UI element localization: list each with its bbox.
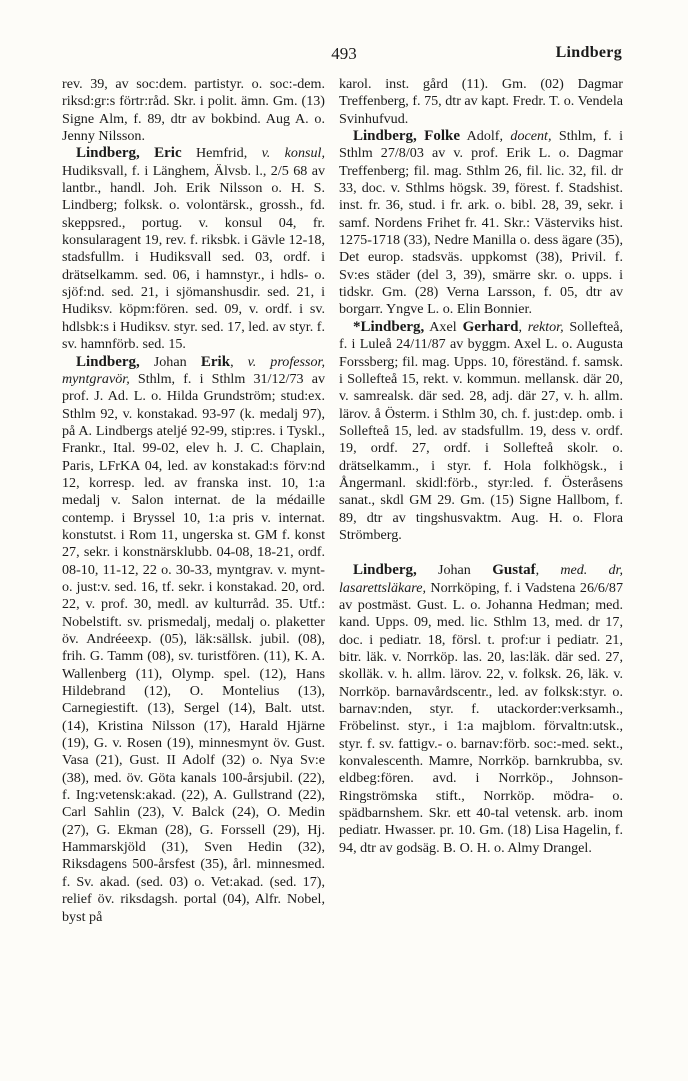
entry-title: v. professor, myntgravör, [62, 353, 325, 387]
entry-surname: Lindberg, [76, 145, 140, 162]
page-number: 493 [331, 44, 357, 63]
entry-sep: , [518, 318, 528, 335]
entry-title: v. konsul, [261, 145, 325, 162]
entry-continuation-right [339, 76, 623, 128]
entry-text: karol. inst. gård (11). Gm. (02) Dagmar Treffenberg, f. 75, dtr av kapt. Fredr. T. o. Vendela Svinhufvud. [339, 76, 623, 127]
entry-surname: Lindberg, [353, 128, 417, 145]
entry-surname: *Lindberg, [353, 318, 425, 335]
entry-given-name: Gustaf [470, 562, 536, 579]
entry-given-name: Erik [186, 353, 231, 370]
entry-given-name: Gerhard [456, 318, 519, 335]
right-column [339, 76, 623, 857]
entry-given-rest: Hemfrid, [181, 145, 262, 162]
entry-given-name: Folke [424, 128, 460, 145]
entry-sep: , [230, 353, 248, 370]
entry-lindberg-eric [62, 145, 325, 353]
entry-surname: Lindberg, [76, 353, 140, 370]
entry-lindberg-gerhard [339, 319, 623, 544]
entry-title: med. dr, lasarettsläkare, [339, 562, 623, 596]
entry-text: Sollefteå, f. i Luleå 24/11/87 av byggm. Axel L. o. Augusta Forssberg; fil. mag. Upps. 10, föreständ. f. samsk. i Sollefteå 15, rekt. v. kommun. mellansk. där 20, v. samrealsk. där sed. 28, adj. där 27, v. h. allm. lärov. å Österm. i Sthlm 30, ch. f. just:dep. omb. i Sollefteå 15, led. av stadsfullm. 19, dess v. ordf. 19, ordf. 27, ordf. i Sollefteå skolr. o. drätselkamm., i styr. f. Hola folkhögsk., i Ångermanl. skidl:förb., styr:led. f. Österåsens sanat., skdl GM 29. Gm. (15) Signe Hallbom, f. 89, dtr av tingshusvaktm. Aug. H. o. Flora Strömberg. [339, 318, 624, 543]
running-head: Lindberg [555, 44, 622, 61]
entry-continuation-left [62, 76, 325, 145]
page-header [0, 44, 688, 68]
entry-given-prefix: Johan [153, 353, 187, 370]
entry-sep: , [535, 562, 561, 579]
entry-text: Sthlm, f. i Sthlm 27/8/03 av v. prof. Erik L. o. Dagmar Treffenberg; fil. mag. Sthlm 26, fil. lic. 32, fil. dr 33, doc. v. Sthlms högsk. 39, förest. f. Stadshist. inst. fr. 36, stud. i fr. ark. o. bibl. 28, 39, sekr. i samf. Nordens Frihet fr. 41. Skr.: Västerviks hist. 1275-1718 (33), Nedre Manilla o. dess ägare (35), Det europ. stadsväs. uppkomst (38), Privil. f. Sv:es städer (del 3, 39), smärre skr. o. upps. i tidskr. Gm. (28) Verna Larsson, f. 05, dtr av borgarr. Yngve L. o. Elin Bonnier. [339, 128, 623, 318]
entry-lindberg-gustaf [339, 562, 623, 857]
entry-title: docent, [510, 128, 552, 145]
entry-lindberg-johan-erik [62, 354, 325, 926]
entry-text: rev. 39, av soc:dem. partistyr. o. soc:-dem. riksd:gr:s förtr:råd. Skr. i polit. ämn. Gm. (13) Signe Alm, f. 89, dtr av bokbind. Aug A. o. Jenny Nilsson. [62, 76, 325, 145]
entry-given-rest: Adolf, [460, 128, 511, 145]
entry-given-name: Eric [154, 145, 182, 162]
entry-text: Norrköping, f. i Vadstena 26/6/87 av postmäst. Gust. L. o. Johanna Hedman; med. kand. Upps. 09, med. lic. Sthlm 13, med. dr 17, doc. i pediatr. 18, försl. t. prof:ur i pediatr. 21, bitr. läk. v. Norrköp. las. 20, las:läk. där sed. 27, skolläk. v. h. allm. lärov. 22, v. folksk. 26, läk. v. Norrköp. barnavårdscentr., led. av folksk:styr. o. barnav:nden, styr. f. utackorder:verksamh., Fröbelinst. styr., i 1:a majblom. förvaltn:utsk., styr. f. sv. fattigv.- o. barnav:förb. soc:-med. sekt., konvalescenth. Mamre, Norrköp. barnkrubba, sv. eldbeg:fören. avd. i Norrköp., Johnson-Ringströmska stift., Norrköp. mödra- o. spädbarnshem. Skr. ett 40-tal vetensk. arb. inom pediatr. Hwasser. pr. 10. Gm. (18) Lisa Hagelin, f. 94, dtr av godsäg. B. O. H. o. Almy Drangel. [339, 579, 623, 856]
entry-title: rektor, [527, 318, 564, 335]
entry-given-prefix: Johan [437, 562, 471, 579]
entry-surname: Lindberg, [353, 562, 417, 579]
entry-given-prefix: Axel [429, 318, 457, 335]
entry-text: Sthlm, f. i Sthlm 31/12/73 av prof. J. Ad. L. o. Hilda Grundström; stud:ex. Sthlm 92, v. konstakad. 93-97 (k. medalj 97), på A. Lindbergs ateljé 92-99, stip:res. i Tyskl., Frankr., Ital. 99-02, elev h. J. C. Chaplain, Paris, LFrKA 04, led. av konstakad:s förv:nd 12, korresp. led. av franska inst. 10, 1:a medalj v. Salon internat. de la médaille contemp. i Bryssel 10, 1:a pris v. internat. konstutst. i Rom 11, ungerska st. GM f. konst 27, sekr. i konstnärsklubb. 04-08, 18-21, ordf. 08-10, 11-12, 22 o. 30-33, myntgrav. v. mynt- o. just:v. sed. 16, tf. sekr. i konstakad. 20, ord. 22, v. prof. 30, medl. av kulturråd. 35. Utf.: Nobelstift. sv. prismedalj, medalj o. plaketter öv. Andréeexp. (05), läk:sällsk. jubil. (08), frih. G. Tamm (08), sv. turistfören. (11), K. A. Wallenberg (11), Olymp. spel. (12), Hans Hildebrand (12), O. Montelius (13), Carnegiestift. (13), Sergel (14), Balt. utst. (14), Kristina Nilsson (17), Harald Hjärne (19), G. v. Rosen (19), minnesmynt öv. Gust. Vasa (21), Gust. II Adolf (32) o. Nya Sv:e (38), med. öv. Göta kanals 100-årsjubil. (22), f. Ing:vetensk:akad. (22), A. Gullstrand (22), Carl Sahlin (23), V. Balck (24), O. Medin (27), G. Ekman (28), G. Forssell (29), Hj. Hammarskjöld (31), Sven Hedin (32), Riksdagens 500-årsfest (35), årl. minnesmed. f. Sv. akad. (sed. 03) o. Vet:akad. (sed. 17), relief öv. riksdagsh. portal (04), Alfr. Nobel, byst på [62, 370, 325, 925]
entry-text: Hudiksvall, f. i Länghem, Älvsb. l., 2/5 68 av lantbr., handl. Joh. Erik Nilsson o. H. S. Lindberg; folksk. o. volontärsk., grossh., fd. skeppsred., portug. v. konsul 04, fr. konsularagent 19, rev. f. riksbk. i Gävle 12-18, stadsfullm. i Hudiksvall sed. 03, ordf. i drätselkamm. sed. 06, i hamnstyr., i hdls- o. sjöf:nd. sed. 21, i sjömanshusdir. sed. 21, i Hudiksv. köpm:fören. sed. 09, v. ordf. i sv. hdlsbk:s i Hudiksv. styr. sed. 17, led. av styr. f. sv. hamnförb. sed. 15. [62, 162, 325, 353]
left-column [62, 76, 325, 926]
entry-spacer [339, 544, 623, 562]
entry-lindberg-folke [339, 128, 623, 319]
